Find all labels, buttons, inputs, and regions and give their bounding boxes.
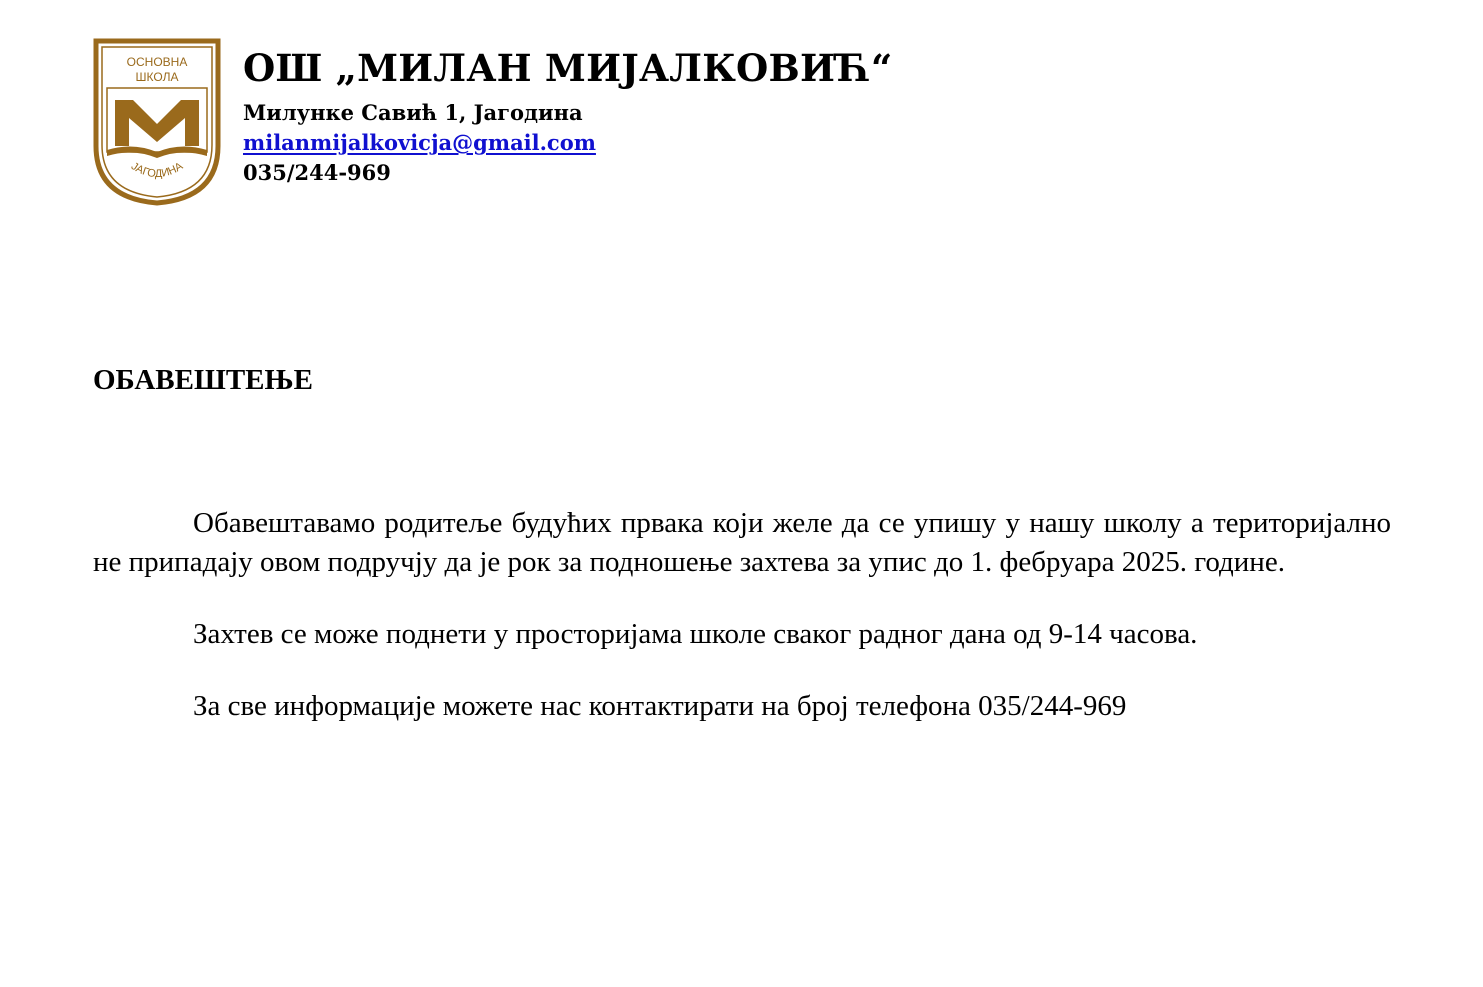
notice-body [93, 504, 1391, 726]
school-phone: 035/244-969 [243, 160, 391, 185]
school-name: ОШ „МИЛАН МИЈАЛКОВИЋ“ [243, 46, 893, 90]
logo-top-line2: ШКОЛА [135, 70, 179, 84]
notice-paragraph: Захтев се може поднети у просторијама школе сваког радног дана од 9-14 часова. [193, 618, 1198, 650]
notice-title: ОБАВЕШТЕЊЕ [93, 364, 313, 396]
school-email-link[interactable]: milanmijalkovicja@gmail.com [243, 130, 596, 155]
school-logo [93, 38, 221, 206]
notice-paragraph: Обавештавамо родитеље будућих првака који желе да се упишу у нашу школу а територијално не припадају овом подручју да је рок за подношење захтева за упис до 1. фебруара 2025. године. [93, 507, 1391, 578]
school-address: Милунке Савић 1, Јагодина [243, 100, 583, 125]
notice-paragraph: За све информације можете нас контактирати на број телефона 035/244-969 [193, 690, 1127, 722]
letterhead [243, 42, 892, 188]
logo-top-line1: ОСНОВНА [126, 55, 188, 69]
school-crest-icon [93, 38, 221, 206]
logo-bottom-text: ЈАГОДИНА [128, 160, 186, 181]
